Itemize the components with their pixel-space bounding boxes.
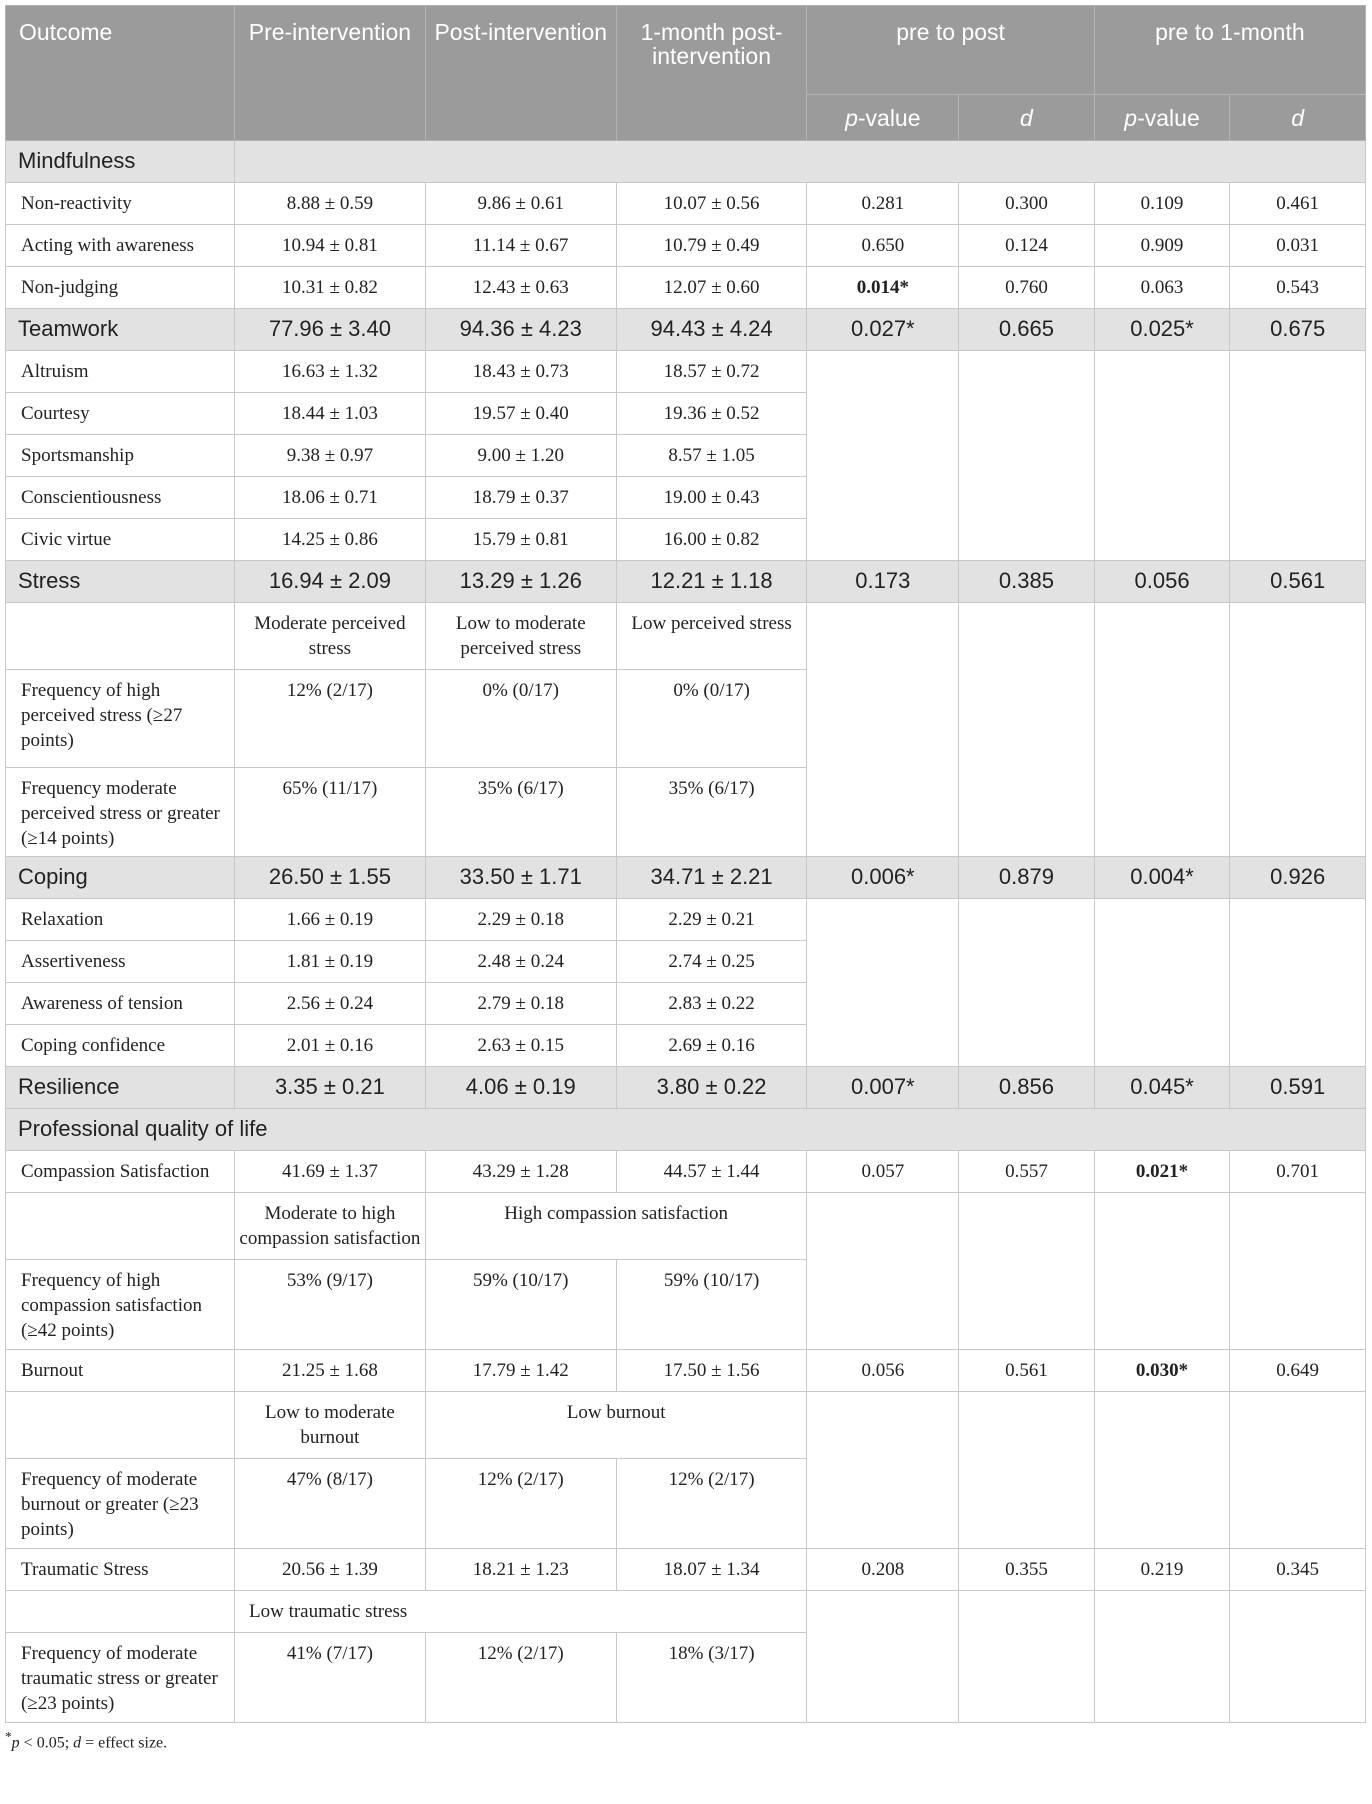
table-row: Non-judging 10.31 ± 0.82 12.43 ± 0.63 12.07 ± 0.60 0.014* 0.760 0.063 0.543 <box>6 267 1366 309</box>
table-row: Courtesy 18.44 ± 1.03 19.57 ± 0.40 19.36 ± 0.52 <box>6 393 1366 435</box>
category-row: Moderate perceived stress Low to moderate perceived stress Low perceived stress <box>6 603 1366 670</box>
table-row: Frequency of high compassion satisfaction (≥42 points) 53% (9/17) 59% (10/17) 59% (10/17) <box>6 1260 1366 1350</box>
section-mindfulness <box>6 141 1366 183</box>
significant-value: 0.014* <box>856 277 909 298</box>
section-professional-quality-of-life <box>6 1109 1366 1151</box>
table-row: Frequency moderate perceived stress or greater (≥14 points) 65% (11/17) 35% (6/17) 35% (6/17) <box>6 768 1366 857</box>
section-title: Professional quality of life <box>6 1109 617 1151</box>
results-table <box>5 5 1366 1723</box>
header-1-month: 1-month post-intervention <box>616 6 807 141</box>
section-title: Resilience <box>6 1067 235 1109</box>
table-row: Awareness of tension 2.56 ± 0.24 2.79 ± 0.18 2.83 ± 0.22 <box>6 983 1366 1025</box>
table-row: Frequency of moderate burnout or greater (≥23 points) 47% (8/17) 12% (2/17) 12% (2/17) <box>6 1459 1366 1549</box>
table-footnote: *p < 0.05; d = effect size. <box>5 1729 168 1752</box>
table-row: Burnout 21.25 ± 1.68 17.79 ± 1.42 17.50 ± 1.56 0.056 0.561 0.030* 0.649 <box>6 1350 1366 1392</box>
category-row: Moderate to high compassion satisfaction High compassion satisfaction <box>6 1193 1366 1260</box>
header-d-1: d <box>959 95 1095 141</box>
header-p-value-2: p-value <box>1094 95 1230 141</box>
results-table-container <box>5 5 1366 1752</box>
table-row: Acting with awareness 10.94 ± 0.81 11.14 ± 0.67 10.79 ± 0.49 0.650 0.124 0.909 0.031 <box>6 225 1366 267</box>
section-stress: Stress 16.94 ± 2.09 13.29 ± 1.26 12.21 ± 1.18 0.173 0.385 0.056 0.561 <box>6 561 1366 603</box>
significant-value: 0.021* <box>1135 1161 1189 1182</box>
section-coping: Coping 26.50 ± 1.55 33.50 ± 1.71 34.71 ± 2.21 0.006* 0.879 0.004* 0.926 <box>6 857 1366 899</box>
section-title: Coping <box>6 857 235 899</box>
table-row: Frequency of high perceived stress (≥27 points) 12% (2/17) 0% (0/17) 0% (0/17) <box>6 670 1366 768</box>
table-header <box>6 6 1366 141</box>
header-pre-to-post: pre to post <box>807 6 1094 95</box>
header-pre-to-1-month: pre to 1-month <box>1094 6 1365 95</box>
table-row: Frequency of moderate traumatic stress or greater (≥23 points) 41% (7/17) 12% (2/17) 18% (3/17) <box>6 1633 1366 1723</box>
header-d-2: d <box>1230 95 1366 141</box>
significant-value: 0.030* <box>1135 1360 1189 1381</box>
header-p-value-1: p-value <box>807 95 959 141</box>
section-resilience: Resilience 3.35 ± 0.21 4.06 ± 0.19 3.80 ± 0.22 0.007* 0.856 0.045* 0.591 <box>6 1067 1366 1109</box>
section-title: Teamwork <box>6 309 235 351</box>
table-row: Relaxation 1.66 ± 0.19 2.29 ± 0.18 2.29 ± 0.21 <box>6 899 1366 941</box>
table-row: Altruism 16.63 ± 1.32 18.43 ± 0.73 18.57 ± 0.72 <box>6 351 1366 393</box>
section-title: Stress <box>6 561 235 603</box>
table-row: Sportsmanship 9.38 ± 0.97 9.00 ± 1.20 8.57 ± 1.05 <box>6 435 1366 477</box>
header-pre: Pre-intervention <box>235 6 426 141</box>
section-title: Mindfulness <box>6 141 235 183</box>
table-row: Civic virtue 14.25 ± 0.86 15.79 ± 0.81 16.00 ± 0.82 <box>6 519 1366 561</box>
table-row: Non-reactivity 8.88 ± 0.59 9.86 ± 0.61 10.07 ± 0.56 0.281 0.300 0.109 0.461 <box>6 183 1366 225</box>
header-outcome: Outcome <box>6 6 235 141</box>
header-post: Post-intervention <box>425 6 616 141</box>
category-row: Low to moderate burnout Low burnout <box>6 1392 1366 1459</box>
table-row: Compassion Satisfaction 41.69 ± 1.37 43.29 ± 1.28 44.57 ± 1.44 0.057 0.557 0.021* 0.701 <box>6 1151 1366 1193</box>
table-row: Assertiveness 1.81 ± 0.19 2.48 ± 0.24 2.74 ± 0.25 <box>6 941 1366 983</box>
table-row: Coping confidence 2.01 ± 0.16 2.63 ± 0.15 2.69 ± 0.16 <box>6 1025 1366 1067</box>
table-body <box>6 141 1366 1723</box>
category-row: Low traumatic stress <box>6 1591 1366 1633</box>
table-row: Conscientiousness 18.06 ± 0.71 18.79 ± 0.37 19.00 ± 0.43 <box>6 477 1366 519</box>
table-row: Traumatic Stress 20.56 ± 1.39 18.21 ± 1.23 18.07 ± 1.34 0.208 0.355 0.219 0.345 <box>6 1549 1366 1591</box>
section-teamwork: Teamwork 77.96 ± 3.40 94.36 ± 4.23 94.43 ± 4.24 0.027* 0.665 0.025* 0.675 <box>6 309 1366 351</box>
